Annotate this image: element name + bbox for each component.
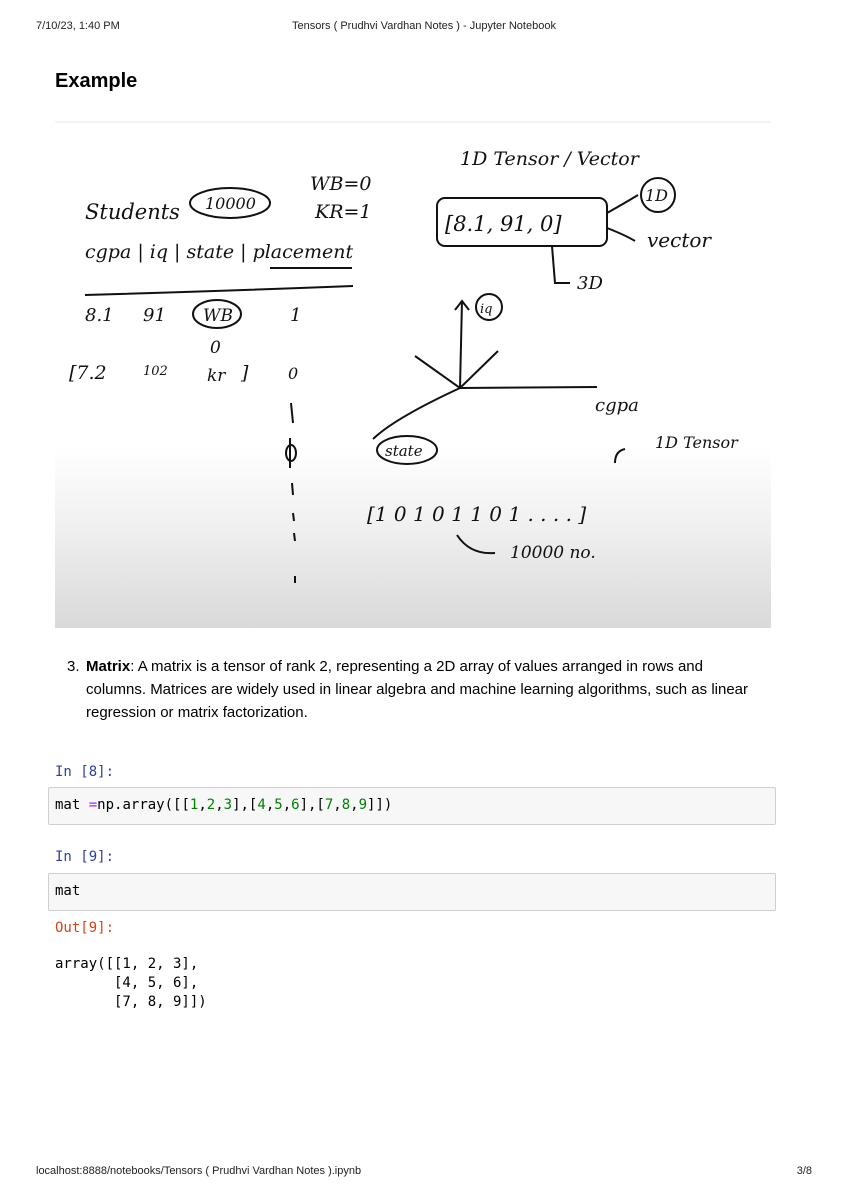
sketch-arrow-1d-tensor: [615, 449, 625, 463]
sketch-axis-cgpa: [460, 387, 597, 388]
sketch-row1-cgpa: 8.1: [85, 305, 114, 326]
numbered-list-item: [67, 655, 766, 724]
input-prompt-8: In [8]:: [55, 764, 115, 780]
code-cell-8[interactable]: [48, 787, 776, 825]
output-prompt-9: Out[9]:: [55, 920, 115, 936]
print-footer: [36, 1165, 812, 1181]
sketch-cgpa-label: cgpa: [595, 395, 639, 416]
sketch-vector-label: vector: [647, 228, 711, 252]
section-heading: Example: [55, 70, 138, 92]
sketch-axis-diagonals: [415, 351, 498, 388]
print-page-title: Tensors ( Prudhvi Vardhan Notes ) - Jupyter Notebook: [292, 20, 556, 32]
input-prompt-9: In [9]:: [55, 849, 115, 865]
sketch-columns: cgpa | iq | state | placement: [85, 241, 354, 263]
sketch-axis-state: [373, 388, 460, 439]
sketch-axis-iq: [460, 301, 462, 388]
sketch-table-line: [85, 286, 353, 295]
sketch-row1-state: WB: [203, 306, 233, 326]
sketch-row1-zero: 0: [210, 338, 221, 358]
sketch-row2-state: kr: [207, 366, 226, 386]
print-header: [36, 20, 812, 36]
sketch-1d-tensor-label: 1D Tensor: [655, 433, 738, 452]
sketch-arrow-count: [457, 535, 495, 553]
sketch-arrow-1d: [607, 195, 638, 213]
sketch-row1-iq: 91: [143, 305, 166, 326]
print-page-number: 3/8: [796, 1165, 812, 1177]
sketch-row1-placement: 1: [290, 305, 302, 326]
sketch-kr-code: KR=1: [315, 201, 372, 223]
list-number: 3.: [67, 658, 80, 675]
sketch-count: 10000: [205, 194, 256, 213]
sketch-1d-label: 1D: [645, 186, 669, 205]
code-cell-8-source[interactable]: mat =np.array([[1,2,3],[4,5,6],[7,8,9]]): [55, 797, 393, 813]
sketch-wb-code: WB=0: [310, 173, 372, 195]
sketch-column-values: [1 0 1 0 1 1 0 1 . . . . ]: [367, 502, 587, 526]
sketch-students-label: Students: [85, 200, 180, 224]
sketch-column-marks: [290, 403, 295, 583]
print-url: localhost:8888/notebooks/Tensors ( Prudhvi Vardhan Notes ).ipynb: [36, 1165, 362, 1177]
sketch-3d-label: 3D: [577, 273, 603, 294]
sketch-tensor-title: 1D Tensor / Vector: [460, 148, 639, 170]
sketch-arrow-3d: [552, 246, 570, 283]
print-datetime: 7/10/23, 1:40 PM: [36, 20, 120, 32]
list-term: Matrix: [86, 658, 131, 675]
sketch-row2-cgpa: [7.2: [69, 362, 107, 384]
sketch-vector-value: [8.1, 91, 0]: [445, 212, 562, 236]
handwritten-sketch-image: [55, 121, 771, 628]
sketch-count-label: 10000 no.: [510, 543, 596, 563]
sketch-iq-label: iq: [480, 302, 493, 317]
sketch-drawing: [55, 123, 771, 628]
list-text: : A matrix is a tensor of rank 2, representing a 2D array of values arranged in rows and columns. Matrices are widely used in linear algebra and machine learning algorithms, such as linear regression or matrix factorization.: [86, 658, 748, 721]
sketch-row2-iq: 102: [143, 364, 168, 379]
sketch-arrow-vector: [607, 228, 635, 241]
output-cell-9: array([[1, 2, 3], [4, 5, 6], [7, 8, 9]]): [55, 956, 207, 1010]
sketch-row2-placement: 0: [288, 364, 299, 383]
code-cell-9-source[interactable]: mat: [55, 883, 81, 899]
sketch-row2-bracket: ]: [241, 362, 249, 384]
sketch-state-label: state: [385, 442, 423, 460]
code-cell-9[interactable]: [48, 873, 776, 911]
